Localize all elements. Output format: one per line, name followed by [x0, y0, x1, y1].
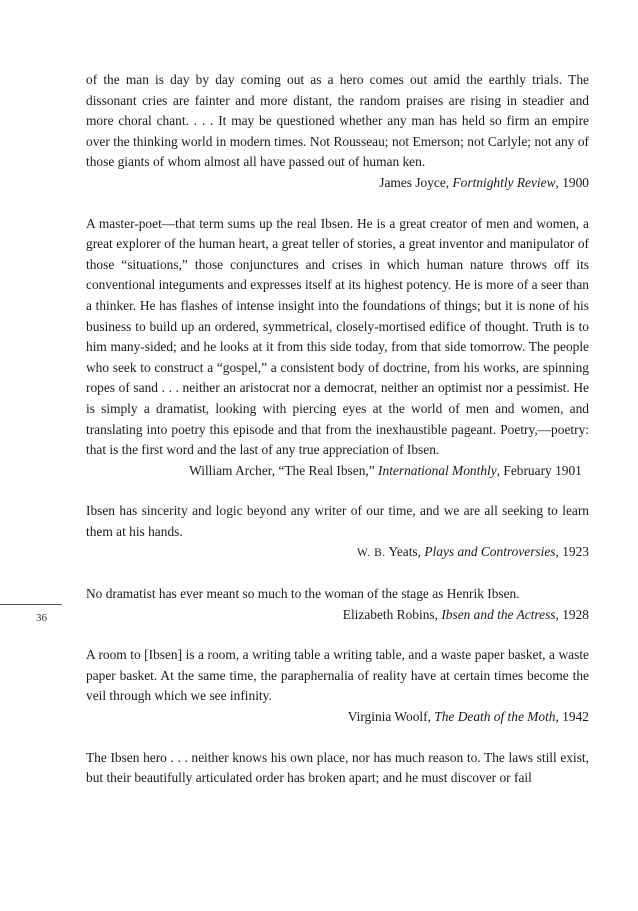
attribution-title: Fortnightly Review [452, 174, 556, 190]
quote-attribution [86, 605, 589, 626]
quote-text: of the man is day by day coming out as a hero comes out amid the earthly trials. The dissonant cries are fainter and more distant, the random praises are rising in steadier and more choral chant. . . . It may be questioned whether any man has held so firm an empire over the thinking world in modern times. Not Rousseau; not Emerson; not Carlyle; not any of those giants of whom almost all have passed out of human ken. [86, 72, 589, 170]
attribution-author: William Archer, “The Real Ibsen,” [189, 462, 379, 478]
quote-robins [86, 584, 589, 625]
quote-yeats [86, 501, 589, 564]
attribution-title: Plays and Controversies [424, 544, 556, 560]
attribution-date: , 1900 [555, 174, 589, 190]
attribution-author: Virginia Woolf, [347, 709, 435, 725]
attribution-date: , February 1901 [496, 462, 582, 478]
attribution-title: Ibsen and the Actress [441, 606, 556, 622]
quote-text: The Ibsen hero . . . neither knows his own place, nor has much reason to. The laws still exist, but their beautifully articulated order has broken apart; and he must discover or fail [86, 749, 589, 786]
page-body [86, 70, 589, 789]
quote-continued [86, 748, 589, 789]
attribution-author: Yeats, [385, 544, 425, 560]
quote-text: No dramatist has ever meant so much to the woman of the stage as Henrik Ibsen. [86, 586, 520, 602]
margin-rule [0, 604, 62, 605]
quote-attribution [86, 707, 589, 728]
attribution-date: , 1923 [555, 544, 589, 560]
page-number: 36 [36, 612, 47, 624]
quote-attribution [86, 542, 589, 564]
quote-text: A master-poet—that term sums up the real Ibsen. He is a great creator of men and women, a great explorer of the human heart, a great teller of stories, a great inventor and manipulator of those “situations,” those conjunctures and crises in which human nature throws off its conventional integuments and expresses itself at its highest potency. He is more of a seer than a thinker. He has flashes of intense insight into the foundations of things; but it is none of his business to build up an ordered, symmetrical, closely-mortised edifice of thought. Truth is to him many-sided; and he looks at it from this side today, from that side tomorrow. The people who seek to construct a “gospel,” a consistent body of doctrine, from his works, are spinning ropes of sand . . . neither an aristocrat nor a democrat, neither an optimist nor a pessimist. He is simply a dramatist, looking with piercing eyes at the world of men and women, and translating into poetry this episode and that from the inexhaustible pageant. Poetry,—poetry: that is the first word and the last of any true appreciation of Ibsen. [86, 215, 589, 458]
quote-attribution [86, 461, 589, 482]
quote-woolf [86, 645, 589, 727]
quote-attribution [86, 173, 589, 194]
quote-text: A room to [Ibsen] is a room, a writing table a writing table, and a waste paper basket, a waste paper basket. At the same time, the paraphernalia of reality have at certain times become the veil through which we see infinity. [86, 647, 589, 704]
attribution-date: , 1928 [555, 606, 589, 622]
attribution-title: The Death of the Moth [434, 709, 556, 725]
quote-archer [86, 214, 589, 482]
attribution-date: , 1942 [555, 709, 589, 725]
attribution-initials: W. B. [357, 547, 386, 560]
quote-joyce [86, 70, 589, 194]
attribution-author: Elizabeth Robins, [342, 606, 442, 622]
attribution-title: International Monthly [378, 462, 497, 478]
quote-text: Ibsen has sincerity and logic beyond any writer of our time, and we are all seeking to learn them at his hands. [86, 503, 589, 539]
attribution-author: James Joyce, [379, 174, 453, 190]
